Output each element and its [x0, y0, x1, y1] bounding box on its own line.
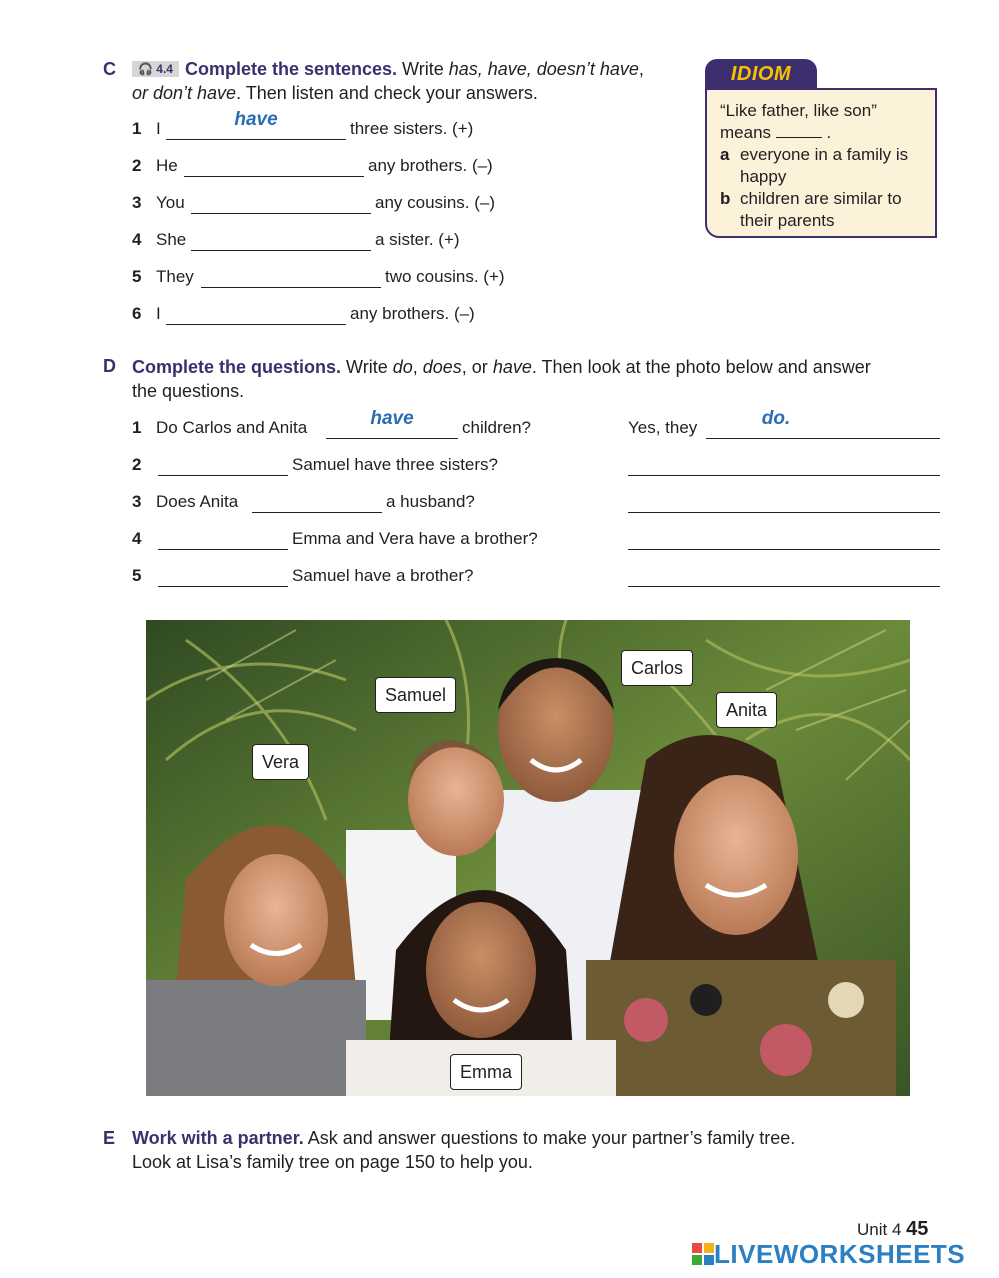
- question-ending: Samuel have a brother?: [292, 566, 474, 585]
- instr-text: Write: [397, 59, 449, 79]
- item-number: 4: [132, 230, 142, 249]
- instr-text: Ask and answer questions to make your partner’s family tree.: [303, 1128, 796, 1148]
- section-d-instructions: [132, 355, 952, 403]
- instr-text: ,: [638, 59, 644, 79]
- liveworksheets-logo[interactable]: [692, 1240, 965, 1268]
- family-photo: [146, 620, 910, 1096]
- audio-track-number: 4.4: [156, 62, 173, 76]
- instr-text: . Then listen and check your answers.: [236, 83, 538, 103]
- item-number: 5: [132, 267, 142, 286]
- instr-words: do: [392, 357, 413, 377]
- label-carlos: Carlos: [621, 650, 693, 686]
- answer-blank[interactable]: [201, 266, 381, 288]
- audio-track-badge[interactable]: [132, 61, 179, 77]
- label-samuel: Samuel: [375, 677, 456, 713]
- item-number: 2: [132, 455, 142, 474]
- question-ending: children?: [462, 418, 531, 437]
- section-c-letter: C: [103, 59, 116, 79]
- question-blank[interactable]: [158, 454, 288, 476]
- sentence-subject: They: [156, 267, 194, 286]
- sentence-subject: I: [156, 304, 161, 323]
- idiom-means: means .: [720, 123, 832, 142]
- sentence-ending: any cousins. (–): [375, 193, 495, 212]
- question-start: Do Carlos and Anita: [156, 418, 308, 437]
- question-blank[interactable]: [158, 528, 288, 550]
- section-c-instructions: [132, 57, 692, 105]
- instr-words: have: [492, 357, 532, 377]
- question-ending: Emma and Vera have a brother?: [292, 529, 538, 548]
- label-emma: Emma: [450, 1054, 522, 1090]
- section-d-letter: D: [103, 356, 116, 376]
- section-e-heading: Work with a partner.: [132, 1128, 304, 1148]
- idiom-box: [705, 88, 937, 238]
- liveworksheets-logo-icon: [692, 1243, 714, 1265]
- answer-blank[interactable]: [184, 155, 364, 177]
- instr-text: ,: [412, 357, 423, 377]
- question-blank[interactable]: [158, 565, 288, 587]
- response-start: Yes, they: [628, 418, 698, 437]
- instr-text: . Then look at the photo below and answer: [531, 357, 871, 377]
- answer-blank[interactable]: [166, 303, 346, 325]
- option-text: children are similar to: [740, 189, 902, 208]
- instr-text: the questions.: [132, 381, 245, 401]
- page-number: 45: [906, 1218, 929, 1240]
- label-vera: Vera: [252, 744, 309, 780]
- item-number: 3: [132, 193, 142, 212]
- answer-text: have: [234, 109, 278, 130]
- idiom-option-a[interactable]: [720, 144, 935, 188]
- sentence-subject: She: [156, 230, 187, 249]
- question-ending: Samuel have three sisters?: [292, 455, 498, 474]
- item-number: 3: [132, 492, 142, 511]
- headphones-icon: 🎧: [138, 62, 153, 76]
- liveworksheets-brand: LIVEWORKSHEETS: [714, 1238, 966, 1269]
- response-blank[interactable]: [628, 454, 940, 476]
- item-number: 1: [132, 119, 142, 138]
- sentence-ending: two cousins. (+): [385, 267, 505, 286]
- item-number: 6: [132, 304, 142, 323]
- item-number: 5: [132, 566, 142, 585]
- sentence-ending: any brothers. (–): [368, 156, 493, 175]
- section-e-instructions: [132, 1126, 932, 1174]
- question-blank[interactable]: [252, 491, 382, 513]
- item-number: 1: [132, 418, 142, 437]
- section-e-letter: E: [103, 1128, 116, 1148]
- question-answer: have: [370, 408, 414, 429]
- response-answer: do.: [761, 408, 791, 429]
- question-start: Does Anita: [156, 492, 239, 511]
- idiom-means-label: means: [720, 123, 772, 142]
- label-anita: Anita: [716, 692, 777, 728]
- sentence-subject: I: [156, 119, 161, 138]
- instr-text: Look at Lisa’s family tree on page 150 to help you.: [132, 1152, 533, 1172]
- unit-label: Unit 4: [857, 1220, 902, 1239]
- answer-blank[interactable]: [191, 192, 371, 214]
- idiom-answer-blank[interactable]: [776, 123, 822, 138]
- option-text: happy: [740, 167, 787, 186]
- sentence-ending: any brothers. (–): [350, 304, 475, 323]
- sentence-ending: three sisters. (+): [350, 119, 474, 138]
- option-letter: a: [720, 145, 730, 164]
- sentence-subject: You: [156, 193, 185, 212]
- instr-text: Write: [341, 357, 393, 377]
- instr-words: does: [422, 357, 462, 377]
- response-blank[interactable]: [628, 491, 940, 513]
- option-text: everyone in a family is: [740, 145, 909, 164]
- response-blank[interactable]: [628, 528, 940, 550]
- item-number: 4: [132, 529, 142, 548]
- response-blank[interactable]: [628, 565, 940, 587]
- instr-text: , or: [461, 357, 493, 377]
- family-photo-illustration: [146, 620, 910, 1096]
- instr-words: has, have, doesn’t have: [448, 59, 639, 79]
- instr-words: or don’t have: [132, 83, 237, 103]
- section-c-heading: Complete the sentences.: [184, 59, 398, 79]
- idiom-option-b[interactable]: [720, 188, 935, 232]
- idiom-tab: IDIOM: [705, 59, 817, 89]
- sentence-subject: He: [156, 156, 178, 175]
- sentence-ending: a sister. (+): [375, 230, 460, 249]
- option-text: their parents: [740, 211, 835, 230]
- section-d-heading: Complete the questions.: [132, 357, 342, 377]
- question-ending: a husband?: [386, 492, 475, 511]
- option-letter: b: [720, 189, 731, 208]
- answer-blank[interactable]: [191, 229, 371, 251]
- idiom-quote: “Like father, like son”: [720, 101, 877, 120]
- item-number: 2: [132, 156, 142, 175]
